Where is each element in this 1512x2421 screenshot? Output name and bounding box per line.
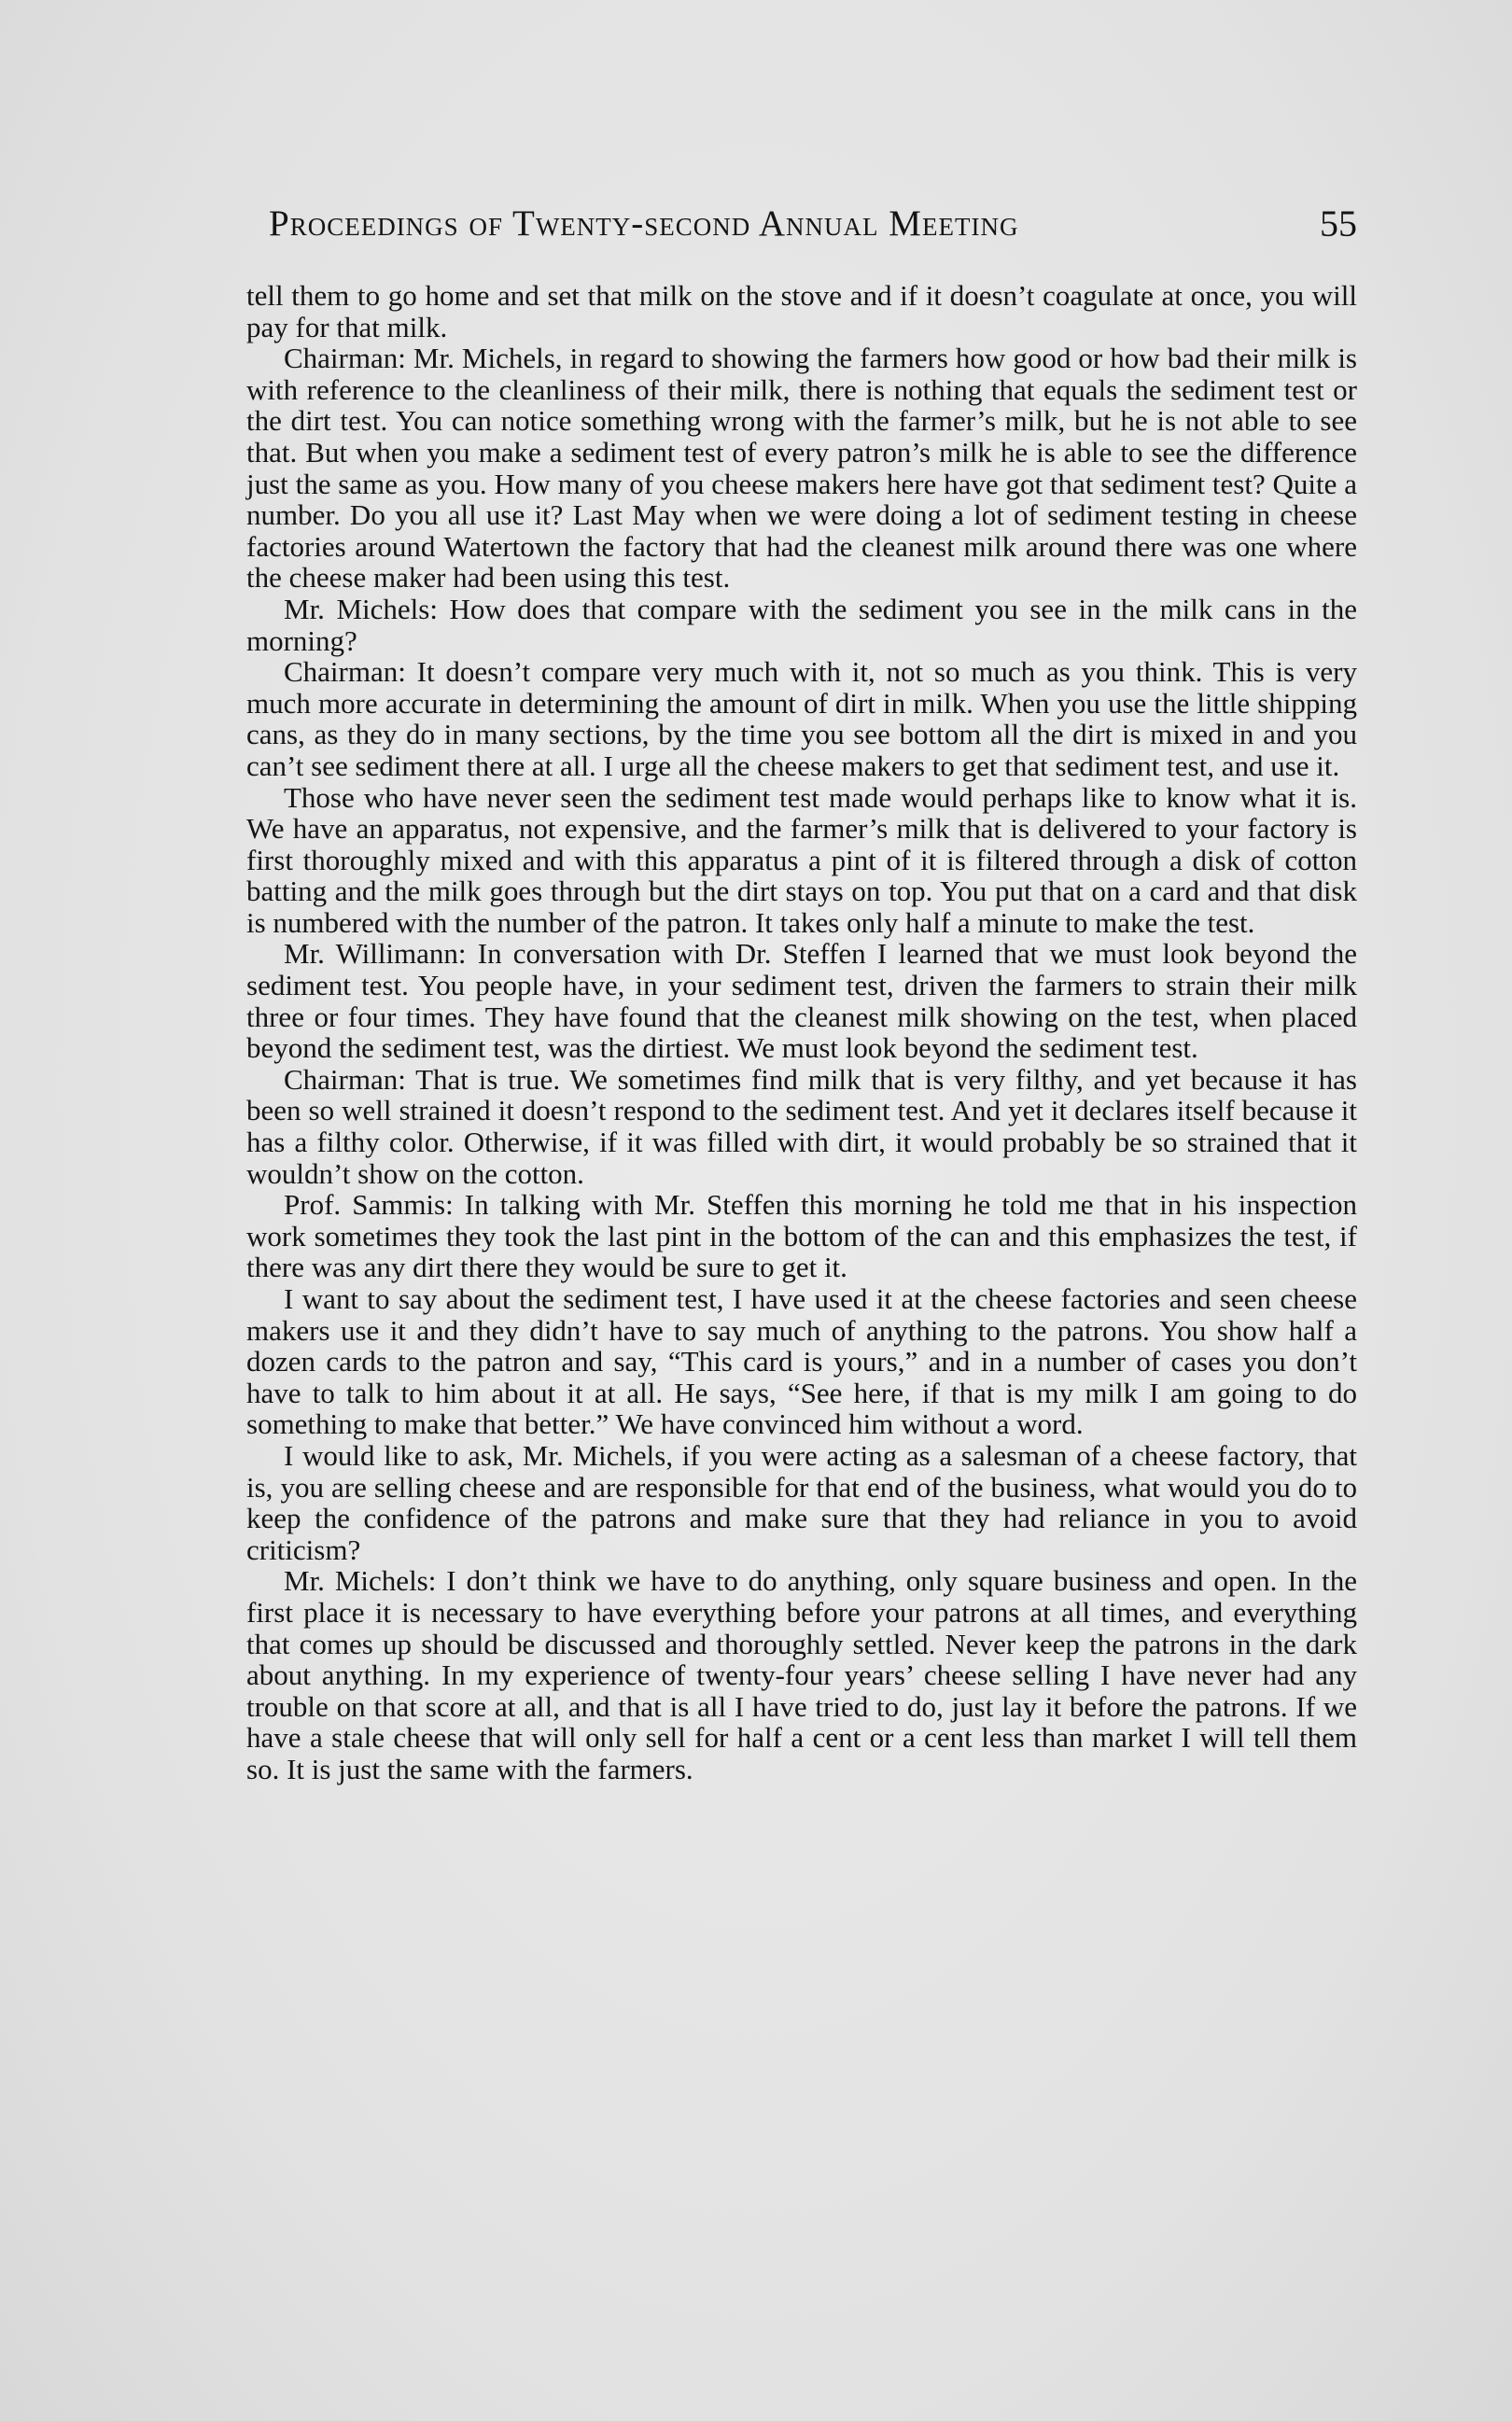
paragraph: Mr. Michels: How does that compare with the sediment you see in the milk cans in the morning? bbox=[246, 592, 1357, 657]
paragraph-continuation: tell them to go home and set that milk on the stove and if it doesn’t coagulate at once, you will pay for that milk. bbox=[246, 279, 1357, 343]
paragraph: I want to say about the sediment test, I have used it at the cheese factories and seen cheese makers use it and they didn’t have to say much of anything to the patrons. You show half a dozen cards to the patron and say, “This card is yours,” and in a number of cases you don’t have to talk to him about it at all. He says, “See here, if that is my milk I am going to do something to make that better.” We have convinced him without a word. bbox=[246, 1282, 1357, 1441]
paragraph: I would like to ask, Mr. Michels, if you were acting as a salesman of a cheese factory, that is, you are selling cheese and are responsible for that end of the business, what would you do to keep the confidence of the patrons and make sure that they had reliance in you to avoid criticism? bbox=[246, 1438, 1357, 1566]
paragraph: Chairman: That is true. We sometimes find milk that is very filthy, and yet because it has been so well strained it doesn’t respond to the sediment test. And yet it declares itself because it has a filthy color. Otherwise, if it was filled with dirt, it would probably be so strained that it wouldn’t show on the cotton. bbox=[246, 1062, 1357, 1190]
paragraph: Those who have never seen the sediment test made would perhaps like to know what it is. We have an apparatus, not expensive, and the farmer’s milk that is delivered to your factory is first thoroughly mixed and with this apparatus a pint of it is filtered through a disk of cotton batting and the milk goes through but the dirt stays on top. You put that on a card and that disk is numbered with the number of the patron. It takes only half a minute to make the test. bbox=[246, 780, 1357, 939]
paragraph: Chairman: Mr. Michels, in regard to showing the farmers how good or how bad their milk is with reference to the cleanliness of their milk, there is nothing that equals the sediment test or the dirt test. You can notice something wrong with the farmer’s milk, but he is not able to see that. But when you make a sediment test of every patron’s milk he is able to see the difference just the same as you. How many of you cheese makers here have got that sediment test? Quite a number. Do you all use it? Last May when we were doing a lot of sediment testing in cheese factories around Watertown the factory that had the cleanest milk around there was one where the cheese maker had been using this test. bbox=[246, 342, 1357, 595]
paragraph: Chairman: It doesn’t compare very much with it, not so much as you think. This is very much more accurate in determining the amount of dirt in milk. When you use the little shipping cans, as they do in many sections, by the time you see bottom all the dirt is mixed in and you can’t see sediment there at all. I urge all the cheese makers to get that sediment test, and use it. bbox=[246, 655, 1357, 782]
page-header bbox=[269, 198, 1357, 250]
body-text bbox=[246, 280, 1357, 1785]
paragraph: Prof. Sammis: In talking with Mr. Steffen this morning he told me that in his inspection work sometimes they took the last pint in the bottom of the can and this emphasizes the test, if there was any dirt there they would be sure to get it. bbox=[246, 1188, 1357, 1284]
paragraph: Mr. Willimann: In conversation with Dr. Steffen I learned that we must look beyond the sediment test. You people have, in your sediment test, driven the farmers to strain their milk three or four times. They have found that the cleanest milk showing on the test, when placed beyond the sediment test, was the dirtiest. We must look beyond the sediment test. bbox=[246, 937, 1357, 1065]
running-head: Proceedings of Twenty-second Annual Meeting bbox=[269, 203, 1019, 244]
paragraph: Mr. Michels: I don’t think we have to do anything, only square business and open. In the first place it is necessary to have everything before your patrons at all times, and everything that comes up should be discussed and thoroughly settled. Never keep the patrons in the dark about anything. In my experience of twenty-four years’ cheese selling I have never had any trouble on that score at all, and that is all I have tried to do, just lay it before the patrons. If we have a stale cheese that will only sell for half a cent or a cent less than market I will tell them so. It is just the same with the farmers. bbox=[246, 1564, 1357, 1785]
page-number: 55 bbox=[1320, 203, 1357, 245]
